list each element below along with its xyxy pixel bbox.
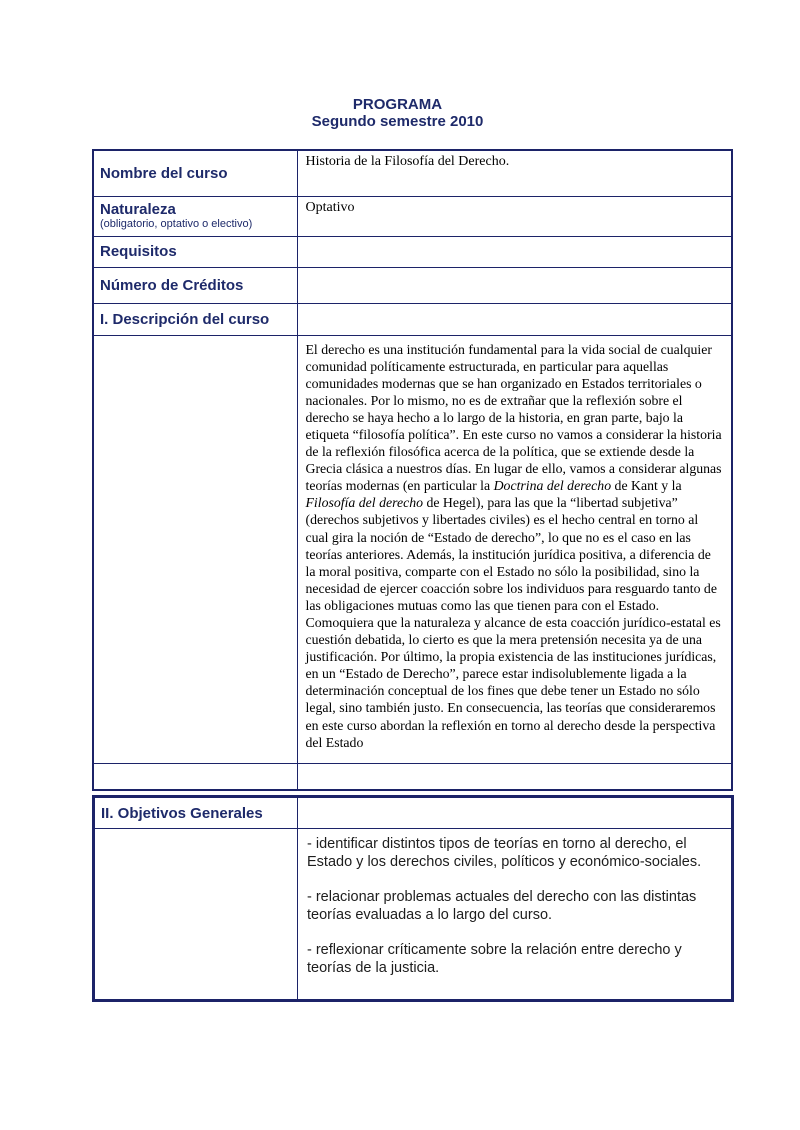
row-label-objetivos-generales: II. Objetivos Generales [94,797,298,829]
table-row-requisitos [93,236,732,267]
table-row-creditos [93,267,732,303]
description-segment-italic: Doctrina del derecho [493,478,612,494]
page-title-line2: Segundo semestre 2010 [311,113,484,130]
cell-naturaleza-value: Optativo [297,196,732,236]
naturaleza-sublabel: (obligatorio, optativo o electivo) [100,218,253,230]
cell-spacer-right-empty [297,763,732,790]
table-row-naturaleza [93,196,732,236]
row-label-nombre-del-curso: Nombre del curso [93,150,297,196]
table-row-nombre [93,150,732,196]
objective-item: - identificar distintos tipos de teorías en torno al derecho, el Estado y los derechos civiles, políticos y económico-sociales. [307,836,702,870]
course-info-table [92,149,733,791]
cell-course-name: Historia de la Filosofía del Derecho. [297,150,732,196]
objectives-table [92,795,734,1002]
table-row-objetivos-heading [94,797,733,829]
table-row-descripcion-body [93,335,732,763]
cell-descripcion-heading-value [297,303,732,335]
row-label-descripcion-del-curso: I. Descripción del curso [93,303,297,335]
cell-creditos-value [297,267,732,303]
table-row-spacer [93,763,732,790]
page-title [92,96,731,130]
course-description-cell [297,335,732,763]
page-title-line1: PROGRAMA [352,96,443,113]
row-label-numero-de-creditos: Número de Créditos [93,267,297,303]
row-label-naturaleza [93,196,297,236]
objectives-cell [298,829,733,1001]
cell-spacer-left-empty [93,763,297,790]
naturaleza-label: Naturaleza [100,201,176,218]
objective-item: - reflexionar críticamente sobre la relación entre derecho y teorías de la justicia. [307,942,682,976]
objective-item: - relacionar problemas actuales del derecho con las distintas teorías evaluadas a lo largo del curso. [307,889,697,923]
cell-objetivos-heading-value [298,797,733,829]
row-label-requisitos: Requisitos [93,236,297,267]
description-segment: de Kant y la [611,478,682,494]
table-row-objetivos-body [94,829,733,1001]
course-description [306,342,722,750]
description-segment-italic: Filosofía del derecho [305,495,424,511]
description-segment: El derecho es una institución fundamental para la vida social de cualquier comunidad políticamente estructurada, en particular para aquellas comunidades modernas que se han organizado en Estados territoriales o nacionales. Por lo mismo, no es de extrañar que la reflexión sobre el derecho se haya hecho a lo largo de la historia, en gran parte, bajo la etiqueta “filosofía política”. En este curso no vamos a considerar la historia de la reflexión filosófica acerca de la política, que se extiende desde la Grecia clásica a nuestros días. En lugar de ello, vamos a considerar algunas teorías modernas (en particular la [305,341,722,494]
cell-objetivos-left-empty [94,829,298,1001]
cell-descripcion-left-empty [93,335,297,763]
description-segment: de Hegel), para las que la “libertad subjetiva” (derechos subjetivos y libertades civiles) es el hecho central en torno al cual gira la noción de “Estado de derecho”, lo que no es el caso en las teorías anteriores. Además, la institución jurídica positiva, a diferencia de la moral positiva, comparte con el Estado no sólo la posibilidad, sino la necesidad de ejercer coacción sobre los individuos para resguardo tanto de las obligaciones mutuas como las que tienen para con el Estado. Comoquiera que la naturaleza y alcance de esta coacción jurídico-estatal es cuestión debatida, lo cierto es que la mera pretensión necesita ya de una justificación. Por último, la propia existencia de las instituciones jurídicas, en un “Estado de Derecho”, parece estar indisolublemente ligada a la determinación conceptual de los fines que debe tener un Estado no sólo legal, sino también justo. En consecuencia, las teorías que consideraremos en este curso abordan la reflexión en torno al derecho desde la perspectiva del Estado [305,495,721,750]
table-row-descripcion-heading [93,303,732,335]
cell-requisitos-value [297,236,732,267]
